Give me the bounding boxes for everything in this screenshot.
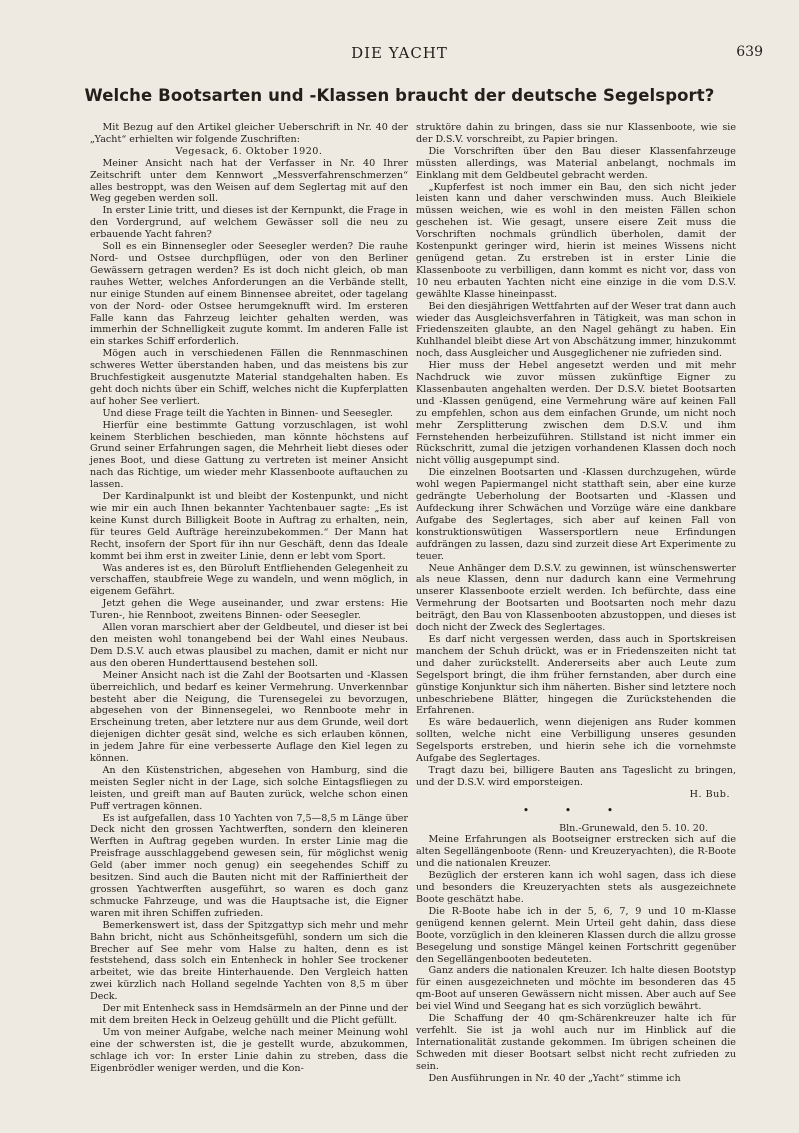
paragraph: Es wäre bedauerlich, wenn diejenigen ans Ruder kommen sollten, welche nicht eine Verbilligung unseres gesunden Segelsports erstreben, und hierin sehe ich die vornehmste Aufgabe des Seglertages. — [416, 717, 736, 765]
paragraph: Mit Bezug auf den Artikel gleicher Ueberschrift in Nr. 40 der „Yacht“ erhielten wir folgende Zuschriften: — [90, 122, 408, 145]
paragraph: Hier muss der Hebel angesetzt werden und mit mehr Nachdruck wie zuvor müssen zukünftige Eigner zu Klassenbauten angehalten werden. Der D.S.V. bietet Bootsarten und -Klassen genügend, eine Vermehrung wäre auf keinen Fall zu empfehlen, schon aus dem einfachen Grunde, um nicht noch mehr Zersplitterung zwischen dem D.S.V. und ihm Fernstehenden herbeizuführen. Stillstand ist nicht immer ein Rückschritt, zumal die jetzigen vorhandenen Klassen doch noch nicht völlig ausgepumpt sind. — [416, 360, 736, 467]
paragraph: Den Ausführungen in Nr. 40 der „Yacht“ stimme ich — [428, 1072, 681, 1084]
paragraph: Soll es ein Binnensegler oder Seesegler werden? Die rauhe Nord- und Ostsee durchpflügen, oder von den Berliner Gewässern getragen werden? Es ist doch nicht gleich, ob man rauhes Wetter, welches Anforderungen an die Verbände stellt, nur einige Stunden auf einem Binnensee abreitet, oder tagelang von der Nord- oder Ostsee herumgeknufft wird. Im ersteren Falle kann das Fahrzeug leichter gehalten werden, was immerhin der Schnelligkeit zugute kommt. Im anderen Falle ist ein starkes Schiff erforderlich. — [90, 241, 408, 348]
paragraph: Meiner Ansicht nach ist die Zahl der Bootsarten und -Klassen überreichlich, und bedarf es keiner Vermehrung. Unverkennbar besteht aber die Neigung, die Turensegelei zu bevorzugen, abgesehen von der Binnensegelei, wo Rennboote mehr in Erscheinung treten, aber letztere nur aus dem Grunde, weil dort diejenigen dichter gesät sind, welche es sich erlauben können, in jedem Jahre für eine verbesserte Auflage den Kiel legen zu können. — [90, 669, 408, 765]
section-separator: • • • — [522, 803, 630, 817]
paragraph: Bemerkenswert ist, dass der Spitzgattyp sich mehr und mehr Bahn bricht, nicht aus Schönheitsgefühl, sondern um sich die Brecher auf See mehr vom Halse zu halten, denn es ist feststehend, dass solch ein Entenheck in hohler See trockener arbeitet, wie das breite Hinterhauende. Den Vergleich hatten zwei kürzlich nach Holland segelnde Yachten von 8,5 m über Deck. — [90, 919, 408, 1003]
paragraph: Es ist aufgefallen, dass 10 Yachten von 7,5—8,5 m Länge über Deck nicht den grossen Yachtwerften, sondern den kleineren Werften in Auftrag gegeben wurden. In erster Linie mag die Preisfrage ausschlaggebend gewesen sein, für möglichst wenig Geld (aber immer noch genug) ein seegehendes Schiff zu besitzen. Sind auch die Bauten nicht mit der Raffiniertheit der grossen Yachtwerften ausgeführt, so waren es doch ganz schmucke Fahrzeuge, und was die Hauptsache ist, die Eigner waren mit ihren Schiffen zufrieden. — [90, 812, 408, 919]
paragraph: Bezüglich der ersteren kann ich wohl sagen, dass ich diese und besonders die Kreuzeryachten stets als ausgezeichnete Boote geschätzt habe. — [416, 870, 736, 905]
signature: H. Bub. — [689, 788, 730, 800]
paragraph: Ganz anders die nationalen Kreuzer. Ich halte diesen Bootstyp für einen ausgezeichneten und möchte im besonderen das 45 qm-Boot auf unseren Gewässern nicht missen. Aber auch auf See bei viel Wind und Seegang hat es sich vorzüglich bewährt. — [416, 965, 736, 1013]
paragraph: Meine Erfahrungen als Bootseigner erstrecken sich auf die alten Segellängenboote (Renn- und Kreuzeryachten), die R-Boote und die nationalen Kreuzer. — [416, 834, 736, 870]
paragraph: „Kupferfest ist noch immer ein Bau, den sich nicht jeder leisten kann und daher verschwinden muss. Auch Bleikiele müssen weichen, wie es wohl in den meisten Fällen schon geschehen ist. Wie gesagt, unsere eisere Zeit muss die Vorschriften nochmals gründlich überholen, damit der Kostenpunkt geringer wird, hierin ist meines Wissens nicht genügend getan. Zu erstreben ist in erster Linie die Klassenboote zu verbilligen, dann kommt es nicht vor, dass von 10 neu erbauten Yachten nicht eine einzige in die vom D.S.V. gewählte Klasse hineinpasst. — [416, 181, 736, 300]
paragraph: Jetzt gehen die Wege auseinander, und zwar erstens: Hie Turen-, hie Rennboot, zweitens Binnen- oder Seesegler. — [90, 598, 408, 622]
paragraph: Die R-Boote habe ich in der 5, 6, 7, 9 und 10 m-Klasse genügend kennen gelernt. Mein Urteil geht dahin, dass diese Boote, vorzüglich in den kleineren Klassen durch die allzu grosse Besegelung und sonstige Mängel keinen Fortschritt gegenüber den Segellängenbooten bedeuteten. — [416, 905, 736, 965]
paragraph: Meiner Ansicht nach hat der Verfasser in Nr. 40 Ihrer Zeitschrift unter dem Kennwort „Messverfahrenschmerzen“ alles bestroppt, was den Weisen auf dem Seglertag mit auf den Weg gegeben werden soll. — [90, 157, 408, 205]
paragraph: In erster Linie tritt, und dieses ist der Kernpunkt, die Frage in den Vordergrund, auf welchem Gewässer soll die neu zu erbauende Yacht fahren? — [90, 205, 408, 241]
paragraph: An den Küstenstrichen, abgesehen von Hamburg, sind die meisten Segler nicht in der Lage, sich solche Eintagsfliegen zu leisten, und greift man auf Bauten zurück, welche schon einen Puff vertragen können. — [90, 764, 408, 812]
page-header — [0, 44, 799, 64]
left-column — [90, 122, 408, 1075]
paragraph: Was anderes ist es, den Büroluft Entfliehenden Gelegenheit zu verschaffen, staubfreie Wege zu wandeln, und wenn möglich, in eigenem Gefährt. — [90, 562, 408, 598]
paragraph: Bei den diesjährigen Wettfahrten auf der Weser trat dann auch wieder das Ausgleichsverfahren in Tätigkeit, was man schon in Friedenszeiten glaubte, an den Nagel gehängt zu haben. Ein Kuhlhandel bleibt diese Art von Abschätzung immer, hinzukommt noch, dass Ausgleicher und Ausgeglichener nie zufrieden sind. — [416, 300, 736, 360]
paragraph: struktöre dahin zu bringen, dass sie nur Klassenboote, wie sie der D.S.V. vorschreibt, zu Papier bringen. — [416, 122, 736, 145]
paragraph: Es darf nicht vergessen werden, dass auch in Sportskreisen manchem der Schuh drückt, was er in Friedenszeiten nicht tat und daher zurückstellt. Andererseits aber auch Leute zum Segelsport bringt, die ihm früher fernstanden, aber durch eine günstige Konjunktur sich ihm näherten. Bisher sind letztere noch unbeschriebene Blätter, hingegen die Zurückstehenden die Erfahrenen. — [416, 633, 736, 717]
page-number: 639 — [736, 44, 763, 60]
paragraph: Die Vorschriften über den Bau dieser Klassenfahrzeuge müssten allerdings, was Material anbelangt, nochmals im Einklang mit dem Geldbeutel gebracht werden. — [416, 145, 736, 181]
dateline: Bln.-Grunewald, den 5. 10. 20. — [559, 822, 708, 834]
dateline: Vegesack, 6. Oktober 1920. — [175, 145, 323, 157]
paragraph: Die einzelnen Bootsarten und -Klassen durchzugehen, würde wohl wegen Papiermangel nicht statthaft sein, aber eine kurze gedrängte Ueberholung der Bootsarten und -Klassen und Aufdeckung ihrer Schwächen und Vorzüge wäre eine dankbare Aufgabe des Seglertages, sich aber auf keinen Fall von konstruktionswütigen Wassersportlern neue Erfindungen aufdrängen zu lassen, dazu sind zurzeit diese Art Experimente zu teuer. — [416, 467, 736, 562]
paragraph: Und diese Frage teilt die Yachten in Binnen- und Seesegler. — [102, 407, 393, 419]
paragraph: Die Schaffung der 40 qm-Schärenkreuzer halte ich für verfehlt. Sie ist ja wohl auch nur im Hinblick auf die Internationalität zustande gekommen. Im übrigen scheinen die Schweden mit dieser Bootsart selbst nicht recht zufrieden zu sein. — [416, 1013, 736, 1072]
paragraph: Der Kardinalpunkt ist und bleibt der Kostenpunkt, und nicht wie mir ein auch Ihnen bekannter Yachtenbauer sagte: „Es ist keine Kunst durch Billigkeit Boote in Auftrag zu erhalten, nein, für teures Geld Aufträge hereinzubekommen.“ Der Mann hat Recht, insofern der Sport für ihn nur Geschäft, denn das Ideale kommt bei ihm erst in zweiter Linie, denn er lebt vom Sport. — [90, 491, 408, 562]
article-title: Welche Bootsarten und -Klassen braucht der deutsche Segelsport? — [84, 86, 715, 105]
paragraph: Hierfür eine bestimmte Gattung vorzuschlagen, ist wohl keinem Sterblichen beschieden, man könnte höchstens auf Grund seiner Erfahrungen sagen, die Mehrheit liebt dieses oder jenes Boot, und diese Gattung zu vertreten ist meiner Ansicht nach das Richtige, um wieder mehr Klassenboote auftauchen zu lassen. — [90, 419, 408, 491]
paragraph: Um von meiner Aufgabe, welche nach meiner Meinung wohl eine der schwersten ist, die je gestellt wurde, abzukommen, schlage ich vor: In erster Linie dahin zu streben, dass die Eigenbrödler weniger werden, und die Kon- — [90, 1026, 408, 1074]
paragraph: Mögen auch in verschiedenen Fällen die Rennmaschinen schweres Wetter überstanden haben, und das meistens bis zur Bruchfestigkeit ausgenutzte Material standgehalten haben. Es geht doch nichts über ein Schiff, welches nicht die Kupferplatten auf hoher See verliert. — [90, 348, 408, 407]
paragraph: Tragt dazu bei, billigere Bauten ans Tageslicht zu bringen, und der D.S.V. wird emporsteigen. — [416, 764, 736, 788]
right-column — [416, 122, 736, 1085]
paragraph: Der mit Entenheck sass in Hemdsärmeln an der Pinne und der mit dem breiten Heck in Oelzeug gehüllt und die Plicht gefüllt. — [90, 1003, 408, 1026]
paragraph: Neue Anhänger dem D.S.V. zu gewinnen, ist wünschenswerter als neue Klassen, denn nur dadurch kann eine Vermehrung unserer Klassenboote erzielt werden. Ich befürchte, dass eine Vermehrung der Bootsarten und Bootsarten noch mehr dazu beiträgt, den Bau von Klassenbooten abzustoppen, und dieses ist doch nicht der Zweck des Seglertages. — [416, 562, 736, 634]
paragraph: Allen voran marschiert aber der Geldbeutel, und dieser ist bei den meisten wohl tonangebend bei der Wahl eines Neubaus. Dem D.S.V. auch etwas plausibel zu machen, damit er nicht nur aus den oberen Hunderttausend bestehen soll. — [90, 622, 408, 669]
running-title: DIE YACHT — [351, 44, 448, 62]
